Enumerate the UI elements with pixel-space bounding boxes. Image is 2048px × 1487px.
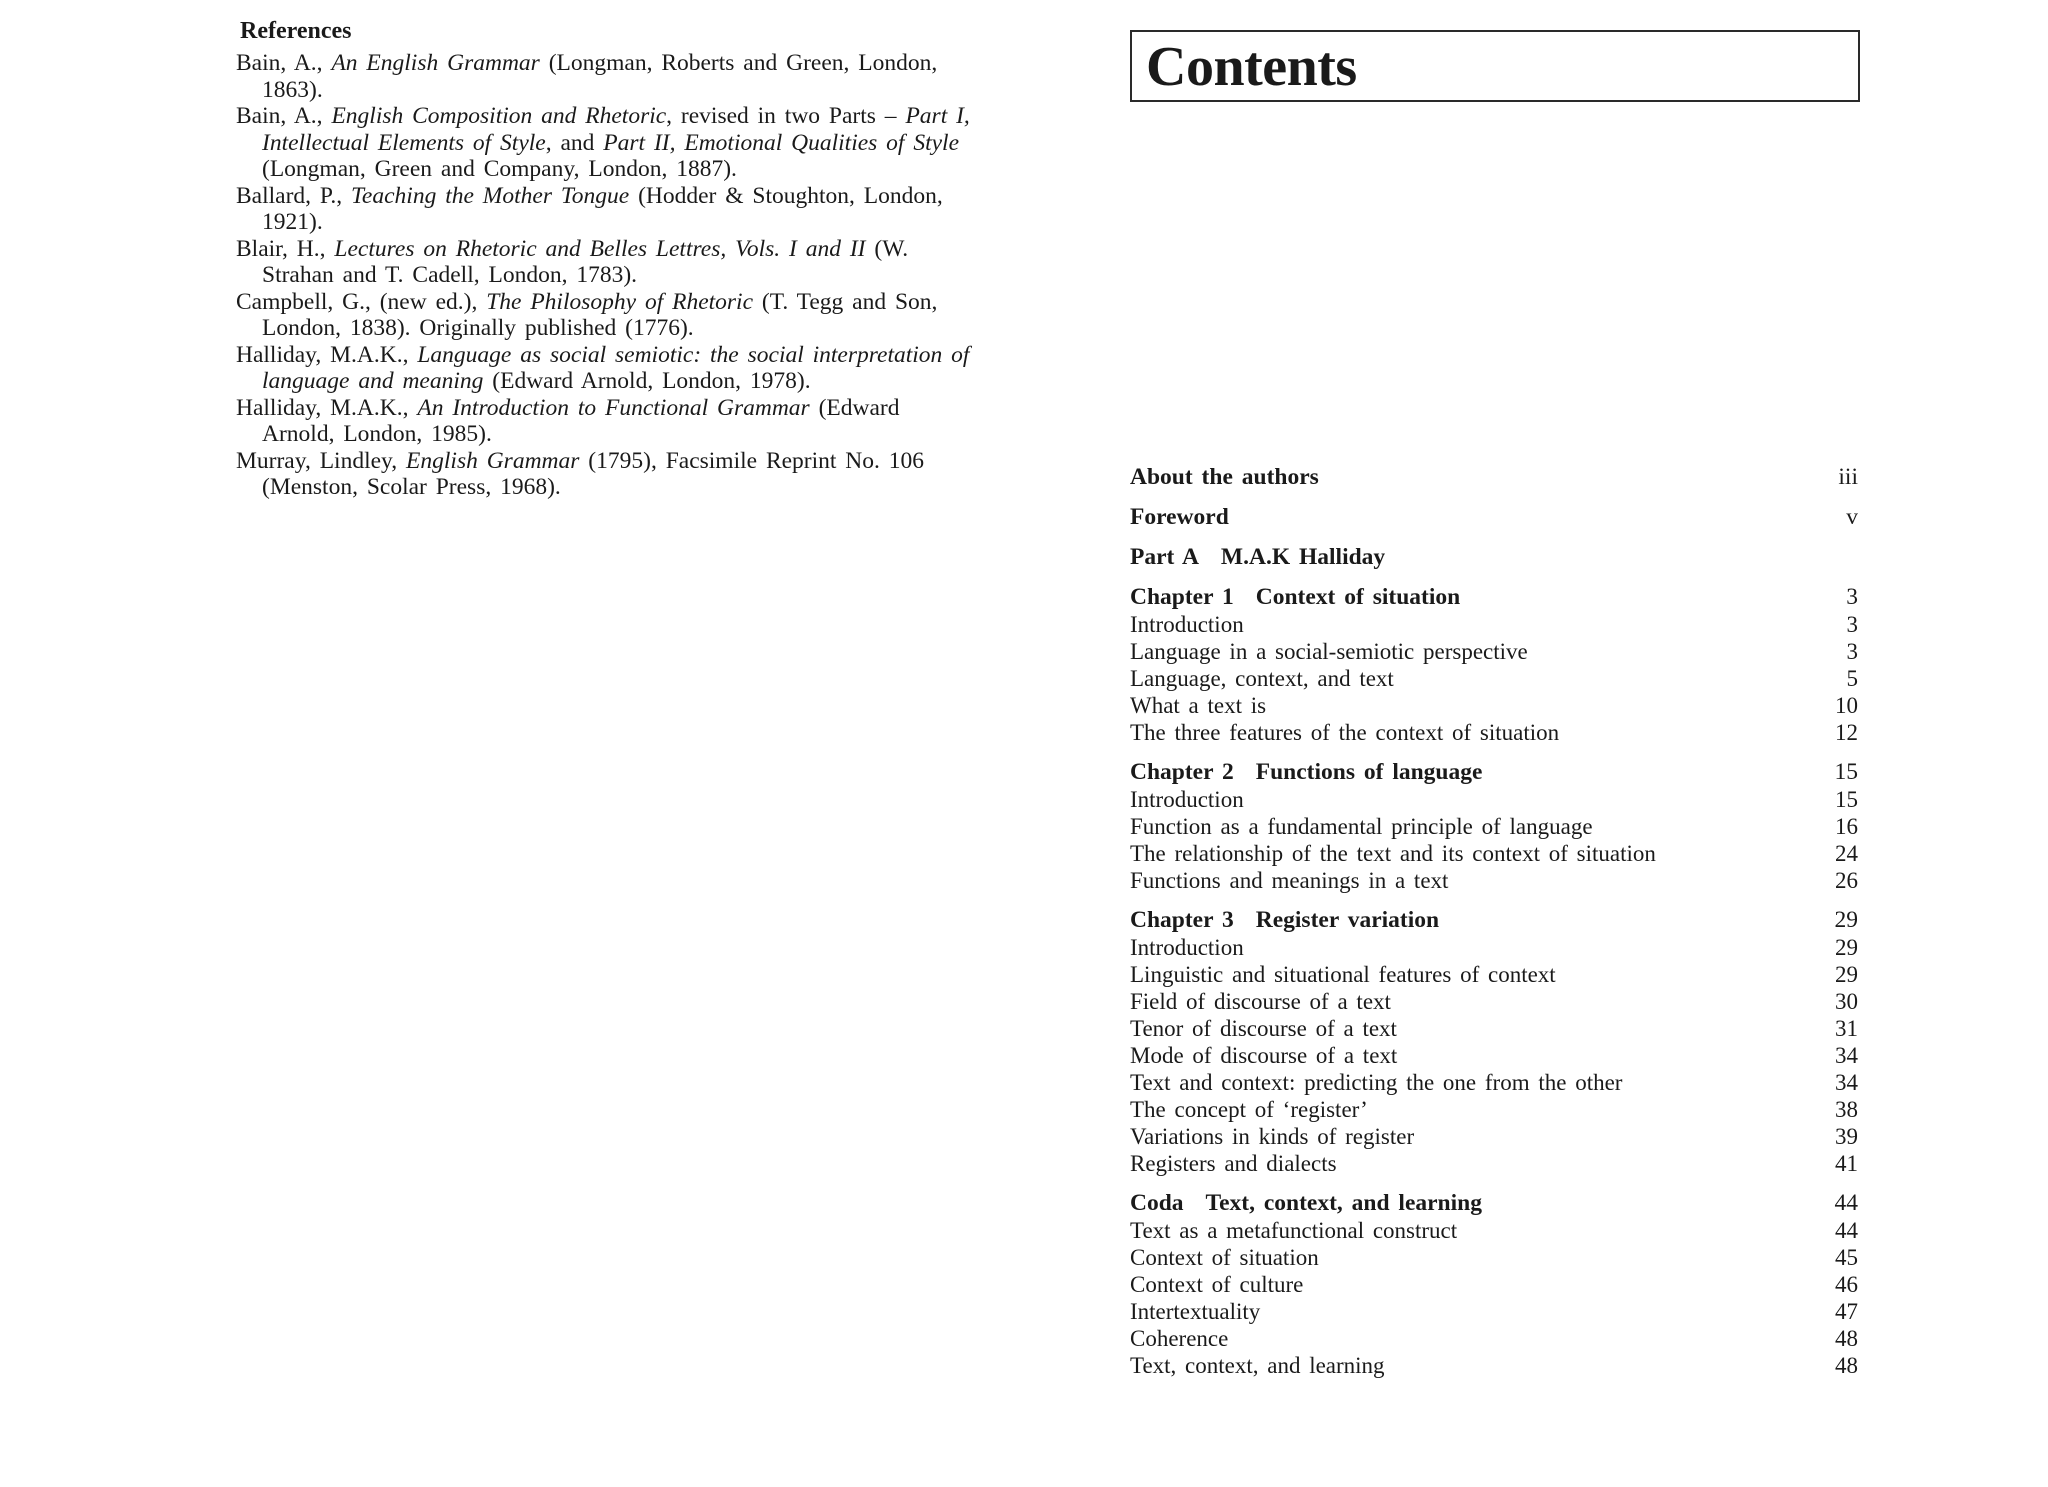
toc-entry-row: [1130, 719, 1862, 746]
toc-page-number: 38: [1835, 1097, 1858, 1122]
toc-entry-label: The concept of ‘register’: [1130, 1097, 1368, 1122]
toc-page-number: 34: [1835, 1043, 1858, 1068]
toc-page-number: 34: [1835, 1070, 1858, 1095]
toc-page-number: 3: [1846, 584, 1858, 610]
reference-title: An Introduction to Functional Grammar: [417, 394, 810, 421]
references-heading: References: [240, 18, 352, 44]
toc-entry-label: Language in a social-semiotic perspective: [1130, 639, 1528, 664]
reference-text: , and: [545, 129, 604, 156]
toc-entry-label: What a text is: [1130, 693, 1267, 718]
toc-entry-row: [1130, 1123, 1862, 1150]
toc-entry-label: Text, context, and learning: [1130, 1353, 1385, 1378]
toc-entry: [1130, 1217, 1457, 1244]
toc-entry: [1130, 867, 1448, 894]
toc-group: [1130, 759, 1862, 894]
toc-entry: [1130, 611, 1244, 638]
toc-page-number: 41: [1835, 1151, 1858, 1176]
toc-entry: [1130, 786, 1244, 813]
toc-entry-label: The three features of the context of situation: [1130, 720, 1560, 745]
reference-entry: [236, 50, 976, 103]
toc-entry-label: Functions of language: [1255, 759, 1483, 785]
toc-entry-label: Context of situation: [1130, 1245, 1319, 1270]
toc-entry: [1130, 813, 1593, 840]
reference-text: (Longman, Roberts and Green, London, 1863).: [262, 50, 938, 103]
reference-text: (Edward Arnold, London, 1978).: [483, 368, 811, 394]
reference-text: (Edward Arnold, London, 1985).: [262, 394, 900, 447]
reference-title: The Philosophy of Rhetoric: [486, 288, 754, 315]
toc-entry: [1130, 759, 1482, 786]
toc-entry: [1130, 961, 1556, 988]
toc-group: [1130, 504, 1862, 531]
toc-entry-row: [1130, 638, 1862, 665]
toc-entry-row: [1130, 665, 1862, 692]
toc-entry-row: [1130, 1271, 1862, 1298]
toc-group: [1130, 907, 1862, 1177]
reference-text: , revised in two Parts –: [666, 103, 906, 129]
toc-entry: [1130, 988, 1391, 1015]
reference-text: (W. Strahan and T. Cadell, London, 1783).: [262, 235, 909, 288]
toc-entry-row: [1130, 786, 1862, 813]
reference-text: (1795), Facsimile Reprint No. 106 (Menston, Scolar Press, 1968).: [262, 447, 925, 500]
reference-text: Halliday, M.A.K.,: [236, 341, 418, 368]
toc-entry-label: Introduction: [1130, 787, 1244, 812]
toc-entry-tag: Part A: [1130, 544, 1199, 570]
reference-entry: [236, 103, 976, 183]
toc-page-number: 31: [1835, 1016, 1858, 1041]
toc-entry: [1130, 840, 1656, 867]
toc-entry-tag: Chapter 3: [1130, 907, 1234, 933]
toc-entry-row: [1130, 840, 1862, 867]
toc-entry-label: Tenor of discourse of a text: [1130, 1016, 1397, 1041]
toc-page-number: 45: [1835, 1245, 1858, 1270]
toc-group: [1130, 544, 1862, 571]
toc-entry-label: Context of situation: [1255, 584, 1461, 610]
toc-page-number: iii: [1838, 464, 1858, 490]
reference-text: Bain, A.,: [236, 103, 332, 129]
reference-text: (Longman, Green and Company, London, 1887).: [262, 156, 737, 182]
toc-entry-label: Intertextuality: [1130, 1299, 1261, 1324]
toc-entry: [1130, 464, 1319, 491]
toc-entry: [1130, 665, 1394, 692]
reference-entry: [236, 289, 976, 342]
reference-title: Language as social semiotic: the social interpretation of language and meaning: [262, 341, 970, 394]
toc-entry-label: Variations in kinds of register: [1130, 1124, 1415, 1149]
reference-title: English Composition and Rhetoric: [331, 103, 667, 129]
toc-entry: [1130, 504, 1229, 531]
reference-title: Lectures on Rhetoric and Belles Lettres, Vols. I and II: [334, 235, 866, 262]
toc-entry-row: [1130, 988, 1862, 1015]
toc-heading-row: [1130, 759, 1862, 786]
toc-entry: [1130, 1190, 1482, 1217]
toc-entry-row: [1130, 1325, 1862, 1352]
references-list: [236, 50, 976, 501]
toc-page-number: 3: [1846, 639, 1858, 664]
toc-page-number: 29: [1835, 935, 1858, 960]
reference-title: English Grammar: [406, 447, 580, 474]
toc-entry-label: Language, context, and text: [1130, 666, 1394, 691]
toc-page-number: 48: [1835, 1353, 1858, 1378]
reference-text: (T. Tegg and Son, London, 1838). Originally published (1776).: [262, 288, 938, 341]
toc-entry: [1130, 1015, 1397, 1042]
reference-entry: [236, 236, 976, 289]
toc-entry-label: The relationship of the text and its context of situation: [1130, 841, 1656, 866]
toc-entry-row: [1130, 961, 1862, 988]
reference-text: Campbell, G., (new ed.),: [236, 288, 487, 315]
toc-page-number: 24: [1835, 841, 1858, 866]
reference-entry: [236, 448, 976, 501]
reference-entry: [236, 342, 976, 395]
toc-entry-row: [1130, 1015, 1862, 1042]
toc-entry: [1130, 934, 1244, 961]
toc-group: [1130, 464, 1862, 491]
toc-page-number: 3: [1846, 612, 1858, 637]
reference-text: Bain, A.,: [236, 50, 332, 76]
reference-text: Murray, Lindley,: [236, 447, 407, 474]
toc-entry-label: Text, context, and learning: [1205, 1190, 1482, 1216]
toc-entry-row: [1130, 1217, 1862, 1244]
toc-page-number: 10: [1835, 693, 1858, 718]
toc-page-number: v: [1846, 504, 1858, 530]
reference-title: Part II, Emotional Qualities of Style: [603, 129, 960, 156]
toc-group: [1130, 584, 1862, 746]
toc-entry-label: Text as a metafunctional construct: [1130, 1218, 1458, 1243]
toc-entry: [1130, 1123, 1414, 1150]
toc-entry-label: Introduction: [1130, 935, 1244, 960]
toc-heading-row: [1130, 584, 1862, 611]
reference-text: (Hodder & Stoughton, London, 1921).: [262, 182, 943, 235]
toc-page-number: 29: [1834, 907, 1858, 933]
toc-entry-row: [1130, 867, 1862, 894]
toc-entry: [1130, 1271, 1303, 1298]
toc-entry-row: [1130, 611, 1862, 638]
table-of-contents: [1130, 464, 1862, 1392]
reference-text: Blair, H.,: [236, 235, 335, 262]
reference-text: Ballard, P.,: [236, 182, 352, 209]
toc-page-number: 15: [1834, 759, 1858, 785]
toc-entry-label: Linguistic and situational features of context: [1130, 962, 1556, 987]
toc-entry: [1130, 907, 1439, 934]
references-section: [236, 14, 976, 501]
toc-entry: [1130, 1042, 1397, 1069]
reference-title: Part I, Intellectual Elements of Style: [262, 103, 970, 156]
contents-title-box: [1130, 30, 1860, 102]
toc-entry-label: Foreword: [1130, 504, 1229, 530]
toc-entry-label: Function as a fundamental principle of language: [1130, 814, 1593, 839]
toc-entry: [1130, 584, 1460, 611]
toc-entry-label: Coherence: [1130, 1326, 1229, 1351]
toc-entry-label: About the authors: [1130, 464, 1319, 490]
toc-entry: [1130, 1325, 1228, 1352]
toc-page-number: 39: [1835, 1124, 1858, 1149]
toc-entry: [1130, 1069, 1622, 1096]
reference-entry: [236, 183, 976, 236]
toc-page-number: 46: [1835, 1272, 1858, 1297]
toc-group: [1130, 1190, 1862, 1379]
toc-entry: [1130, 719, 1559, 746]
toc-page-number: 44: [1834, 1190, 1858, 1216]
toc-page-number: 5: [1846, 666, 1858, 691]
toc-entry: [1130, 692, 1266, 719]
reference-text: Halliday, M.A.K.,: [236, 394, 418, 421]
toc-page-number: 12: [1835, 720, 1858, 745]
toc-entry-row: [1130, 1244, 1862, 1271]
toc-entry-row: [1130, 934, 1862, 961]
toc-heading-row: [1130, 907, 1862, 934]
toc-page-number: 29: [1835, 962, 1858, 987]
toc-heading-row: [1130, 504, 1862, 531]
toc-entry-row: [1130, 1096, 1862, 1123]
reference-title: Teaching the Mother Tongue: [351, 182, 630, 209]
toc-entry-label: Registers and dialects: [1130, 1151, 1337, 1176]
toc-entry-label: Functions and meanings in a text: [1130, 868, 1449, 893]
toc-entry: [1130, 544, 1385, 571]
toc-entry-row: [1130, 813, 1862, 840]
toc-entry-label: Text and context: predicting the one from the other: [1130, 1070, 1623, 1095]
toc-page-number: 15: [1835, 787, 1858, 812]
toc-entry: [1130, 1150, 1337, 1177]
reference-entry: [236, 395, 976, 448]
toc-entry-label: Field of discourse of a text: [1130, 989, 1391, 1014]
toc-entry: [1130, 1298, 1260, 1325]
toc-heading-row: [1130, 1190, 1862, 1217]
toc-page-number: 30: [1835, 989, 1858, 1014]
toc-entry-tag: Chapter 2: [1130, 759, 1234, 785]
toc-entry-label: Context of culture: [1130, 1272, 1304, 1297]
toc-entry-row: [1130, 1352, 1862, 1379]
toc-page-number: 48: [1835, 1326, 1858, 1351]
toc-entry: [1130, 1244, 1319, 1271]
contents-title: Contents: [1146, 36, 1357, 98]
toc-entry: [1130, 1096, 1368, 1123]
toc-entry-row: [1130, 1042, 1862, 1069]
toc-entry: [1130, 1352, 1385, 1379]
toc-entry-row: [1130, 692, 1862, 719]
toc-entry-label: M.A.K Halliday: [1220, 544, 1386, 570]
toc-entry-row: [1130, 1069, 1862, 1096]
toc-entry-label: Register variation: [1255, 907, 1440, 933]
toc-entry-tag: Coda: [1130, 1190, 1184, 1216]
toc-heading-row: [1130, 464, 1862, 491]
reference-title: An English Grammar: [331, 50, 540, 76]
toc-entry-label: Mode of discourse of a text: [1130, 1043, 1398, 1068]
toc-page-number: 44: [1835, 1218, 1858, 1243]
toc-entry-tag: Chapter 1: [1130, 584, 1234, 610]
toc-entry: [1130, 638, 1528, 665]
toc-entry-row: [1130, 1298, 1862, 1325]
toc-entry-row: [1130, 1150, 1862, 1177]
toc-page-number: 26: [1835, 868, 1858, 893]
toc-heading-row: [1130, 544, 1862, 571]
toc-page-number: 47: [1835, 1299, 1858, 1324]
toc-entry-label: Introduction: [1130, 612, 1244, 637]
toc-page-number: 16: [1835, 814, 1858, 839]
